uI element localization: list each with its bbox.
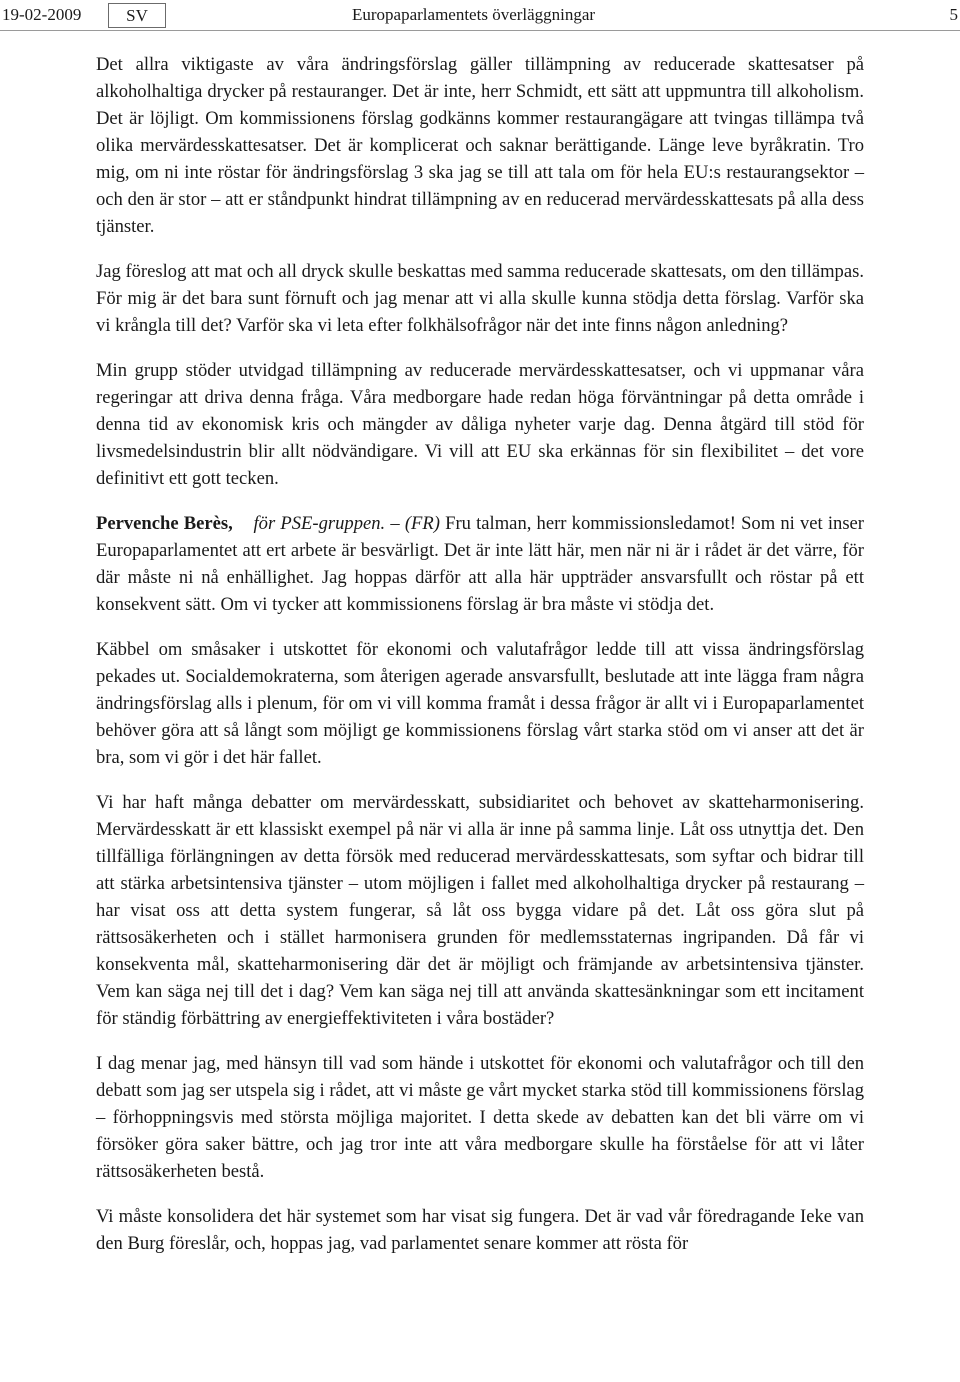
page-number: 5	[949, 5, 958, 24]
page-header	[0, 0, 960, 31]
speech-dash: –	[390, 513, 400, 534]
paragraph: Det allra viktigaste av våra ändringsförslag gäller tillämpning av reducerade skattesatser på alkoholhaltiga drycker på restauranger. Det är inte, herr Schmidt, ett sätt att uppmuntra till alkoholism. Det är löjligt. Om kommissionens förslag godkänns kommer restaurangägare att tvingas tillämpa två olika mervärdesskattesatser. Det är komplicerat och saknar berättigande. Länge leve byråkratin. Tro mig, om ni inte röstar för ändringsförslag 3 ska jag se till att tala om för hela EU:s restaurangsektor – och den är stor – att er ståndpunkt hindrat tillämpning av en reducerad mervärdesskattesats på alla dess tjänster.	[96, 54, 864, 237]
speech-text: Fru talman, herr kommissionsledamot! Som ni vet inser Europaparlamentet att ert arbete är besvärligt. Det är inte lätt här, men när ni är i rådet är det värre, för där måste ni nå enhällighet. Jag hoppas därför att alla här uppträder ansvarsfullt och röstar på ett konsekvent sätt. Om vi tycker att kommissionens förslag är bra måste vi stödja det.	[96, 513, 864, 615]
header-date: 19-02-2009	[2, 5, 82, 24]
paragraph: Jag föreslog att mat och all dryck skulle beskattas med samma reducerade skattesats, om den tillämpas. För mig är det bara sunt förnuft och jag menar att vi alla skulle kunna stödja detta förslag. Varför ska vi krångla till det? Varför ska vi leta efter folkhälsofrågor när det inte finns någon anledning?	[96, 261, 864, 336]
speaker-name: Pervenche Berès,	[96, 513, 233, 534]
header-title: Europaparlamentets överläggningar	[352, 5, 596, 24]
language-tag: (FR)	[404, 513, 440, 534]
paragraph: Vi måste konsolidera det här systemet som har visat sig fungera. Det är vad vår föredragande Ieke van den Burg föreslår, och, hoppas jag, vad parlamentet senare kommer att rösta för	[96, 1206, 864, 1254]
paragraph: Käbbel om småsaker i utskottet för ekonomi och valutafrågor ledde till att vissa ändringsförslag pekades ut. Socialdemokraterna, som återigen agerade ansvarsfullt, beslutade att inte lägga fram några ändringsförslag alls i plenum, för om vi vill komma framåt i dessa frågor är allt vi i Europaparlamentet behöver göra att så långt som möjligt ge kommissionens förslag vårt starka stöd om vi anser att det är bra, som vi gör i det här fallet.	[96, 639, 864, 768]
language-badge: SV	[108, 3, 166, 28]
paragraph: Vi har haft många debatter om mervärdesskatt, subsidiaritet och behovet av skatteharmonisering. Mervärdesskatt är ett klassiskt exempel på när vi alla är inne på samma linje. Låt oss utnyttja det. Den tillfälliga förlängningen av detta försök med reducerad mervärdesskattesats, som syftar och bidrar till att stärka arbetsintensiva tjänster – utom möjligen i fallet med alkoholhaltiga drycker på restaurang – har visat oss att detta system fungerar, så låt oss bygga vidare på det. Låt oss göra slut på rättsosäkerheten och i stället harmonisera grunden för medlemsstaternas ingripanden. Då får vi konsekventa mål, skatteharmonisering där det är möjligt och främjande av arbetsintensiva tjänster. Vem kan säga nej till det i dag? Vem kan säga nej till att använda skattesänkningar som ett incitament för ständig förbättring av energieffektiviteten i våra bostäder?	[96, 792, 864, 1029]
document-body	[96, 51, 864, 1275]
speaker-role: för PSE-gruppen.	[253, 513, 386, 534]
speech-paragraph	[96, 510, 864, 618]
paragraph: Min grupp stöder utvidgad tillämpning av reducerade mervärdesskattesatser, och vi uppmanar våra regeringar att driva denna fråga. Våra medborgare hade redan höga förväntningar på detta område i denna tid av ekonomisk kris och mängder av dåliga nyheter varje dag. Denna åtgärd till stöd för livsmedelsindustrin blir allt nödvändigare. Vi vill att EU ska erkännas för sin flexibilitet – det vore definitivt ett gott tecken.	[96, 360, 864, 489]
paragraph: I dag menar jag, med hänsyn till vad som hände i utskottet för ekonomi och valutafrågor och till den debatt som jag ser utspela sig i rådet, att vi måste ge vårt mycket starka stöd till kommissionens förslag – förhoppningsvis med största möjliga majoritet. I detta skede av debatten kan det bli värre om vi försöker göra saker bättre, och jag tror inte att våra medborgare skulle ha förståelse för att vi låter rättsosäkerheten bestå.	[96, 1053, 864, 1182]
